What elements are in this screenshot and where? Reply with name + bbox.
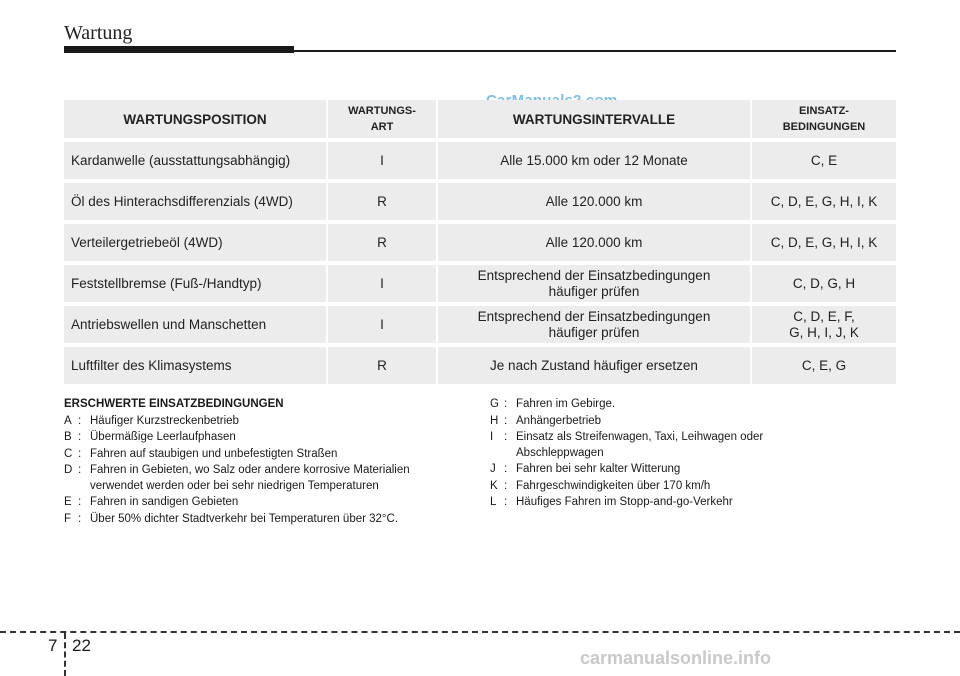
cell-position: Öl des Hinterachsdifferenzials (4WD) [64, 183, 328, 220]
cell-type: I [328, 265, 438, 302]
table-row [64, 306, 896, 343]
condition-separator: : [504, 431, 508, 444]
condition-text [516, 396, 820, 413]
condition-text [90, 429, 464, 446]
cell-position: Antriebswellen und Manschetten [64, 306, 328, 343]
header-rule-thin [294, 50, 896, 52]
condition-line: verwendet werden oder bei sehr niedrigen Temperaturen [90, 480, 379, 493]
condition-separator: : [78, 414, 82, 427]
condition-letter: C [64, 447, 73, 460]
condition-letter: H [490, 414, 499, 427]
cell-interval-line: Alle 15.000 km oder 12 Monate [500, 152, 688, 168]
page-number: 22 [72, 636, 91, 655]
header-position: WARTUNGSPOSITION [64, 100, 328, 138]
cell-type: R [328, 224, 438, 261]
cell-interval-line: Alle 120.000 km [545, 234, 643, 250]
conditions-left-column [64, 396, 464, 528]
condition-line: Fahren in sandigen Gebieten [90, 496, 239, 509]
condition-letter: K [490, 479, 498, 492]
condition-line: Abschleppwagen [516, 447, 604, 460]
condition-text [516, 461, 820, 478]
condition-item [64, 462, 464, 494]
cell-conditions-line: C, E, G [801, 357, 847, 373]
condition-item [64, 494, 464, 511]
table-row [64, 224, 896, 261]
condition-letter: G [490, 398, 499, 410]
condition-line: Häufiges Fahren im Stopp-and-go-Verkehr [516, 496, 733, 509]
condition-text [90, 494, 464, 511]
cell-interval [438, 265, 752, 302]
page-header-title: Wartung [64, 22, 133, 44]
condition-line: Häufiger Kurzstreckenbetrieb [90, 414, 239, 427]
conditions-title: ERSCHWERTE EINSATZBEDINGUNGEN [64, 398, 284, 410]
header-conditions-line2: BEDINGUNGEN [782, 121, 866, 133]
cell-interval [438, 142, 752, 179]
condition-separator: : [78, 496, 82, 509]
condition-text [90, 446, 464, 463]
condition-separator: : [504, 463, 508, 476]
condition-letter: E [64, 496, 72, 509]
condition-separator: : [504, 398, 508, 410]
condition-letter: L [490, 496, 497, 509]
condition-text [90, 511, 464, 528]
condition-line: Über 50% dichter Stadtverkehr bei Temperaturen über 32°C. [90, 512, 399, 525]
condition-letter: B [64, 431, 72, 444]
condition-letter: A [64, 414, 72, 427]
header-type-line2: ART [370, 121, 394, 133]
cell-interval-line: häufiger prüfen [548, 283, 640, 299]
condition-line: Fahren auf staubigen und unbefestigten Straßen [90, 447, 338, 460]
condition-item [64, 511, 464, 528]
chapter-number: 7 [48, 636, 58, 655]
cell-interval [438, 347, 752, 384]
cell-interval-line: Entsprechend der Einsatzbedingungen [477, 267, 711, 283]
cell-conditions [752, 142, 896, 179]
condition-text [90, 462, 464, 494]
condition-text [516, 478, 820, 495]
condition-line: Fahren bei sehr kalter Witterung [516, 463, 681, 476]
condition-item [64, 429, 464, 446]
condition-letter: F [64, 512, 72, 525]
cell-conditions-line: C, D, E, G, H, I, K [770, 193, 878, 209]
footer-divider [64, 633, 66, 676]
cell-conditions-line: G, H, I, J, K [789, 324, 859, 340]
header-type-line1: WARTUNGS- [348, 105, 416, 117]
cell-type: R [328, 347, 438, 384]
cell-position: Feststellbremse (Fuß-/Handtyp) [64, 265, 328, 302]
watermark-bottom: carmanualsonline.info [580, 648, 772, 668]
condition-item [64, 446, 464, 463]
table-row [64, 183, 896, 220]
footer-rule [0, 631, 960, 633]
header-rule-thick [64, 46, 294, 53]
cell-position: Kardanwelle (ausstattungsabhängig) [64, 142, 328, 179]
condition-text [516, 413, 820, 430]
cell-interval-line: häufiger prüfen [548, 324, 640, 340]
condition-item [490, 478, 820, 495]
condition-text [516, 429, 820, 461]
condition-separator: : [78, 512, 82, 525]
condition-separator: : [504, 414, 508, 427]
condition-separator: : [504, 496, 508, 509]
condition-item [490, 413, 820, 430]
header-conditions-line1: EINSATZ- [799, 105, 849, 117]
condition-letter: D [64, 464, 73, 477]
cell-conditions-line: C, D, E, F, [793, 308, 855, 324]
cell-conditions [752, 306, 896, 343]
condition-text [90, 413, 464, 430]
cell-conditions-line: C, E [810, 152, 838, 168]
cell-position: Verteilergetriebeöl (4WD) [64, 224, 328, 261]
condition-item [490, 429, 820, 461]
table-row [64, 265, 896, 302]
condition-separator: : [504, 479, 508, 492]
cell-interval [438, 306, 752, 343]
header-conditions [752, 100, 896, 138]
cell-interval-line: Je nach Zustand häufiger ersetzen [490, 357, 698, 373]
condition-line: Fahren im Gebirge. [516, 398, 616, 410]
condition-letter: I [490, 431, 494, 444]
condition-item [490, 461, 820, 478]
condition-line: Anhängerbetrieb [516, 414, 602, 427]
condition-line: Einsatz als Streifenwagen, Taxi, Leihwagen oder [516, 431, 764, 444]
table-row [64, 142, 896, 179]
condition-item [490, 396, 820, 413]
condition-separator: : [78, 447, 82, 460]
cell-position: Luftfilter des Klimasystems [64, 347, 328, 384]
cell-type: R [328, 183, 438, 220]
cell-conditions [752, 224, 896, 261]
cell-type: I [328, 142, 438, 179]
header-intervals: WARTUNGSINTERVALLE [438, 100, 752, 138]
condition-line: Fahrgeschwindigkeiten über 170 km/h [516, 479, 711, 492]
condition-line: Übermäßige Leerlaufphasen [90, 431, 236, 444]
cell-conditions [752, 183, 896, 220]
condition-separator: : [78, 431, 82, 444]
cell-conditions [752, 265, 896, 302]
table-header-row [64, 100, 896, 138]
condition-text [516, 494, 820, 511]
maintenance-table [64, 96, 896, 388]
condition-line: Fahren in Gebieten, wo Salz oder andere korrosive Materialien [90, 464, 410, 477]
condition-letter: J [490, 463, 496, 476]
header-type [328, 100, 438, 138]
conditions-right-column [490, 396, 820, 511]
table-row [64, 347, 896, 384]
condition-separator: : [78, 464, 82, 477]
cell-conditions-line: C, D, E, G, H, I, K [770, 234, 878, 250]
condition-item [64, 413, 464, 430]
cell-interval-line: Entsprechend der Einsatzbedingungen [477, 308, 711, 324]
cell-interval [438, 183, 752, 220]
cell-conditions [752, 347, 896, 384]
cell-interval-line: Alle 120.000 km [545, 193, 643, 209]
cell-conditions-line: C, D, G, H [792, 275, 856, 291]
cell-type: I [328, 306, 438, 343]
cell-interval [438, 224, 752, 261]
condition-item [490, 494, 820, 511]
